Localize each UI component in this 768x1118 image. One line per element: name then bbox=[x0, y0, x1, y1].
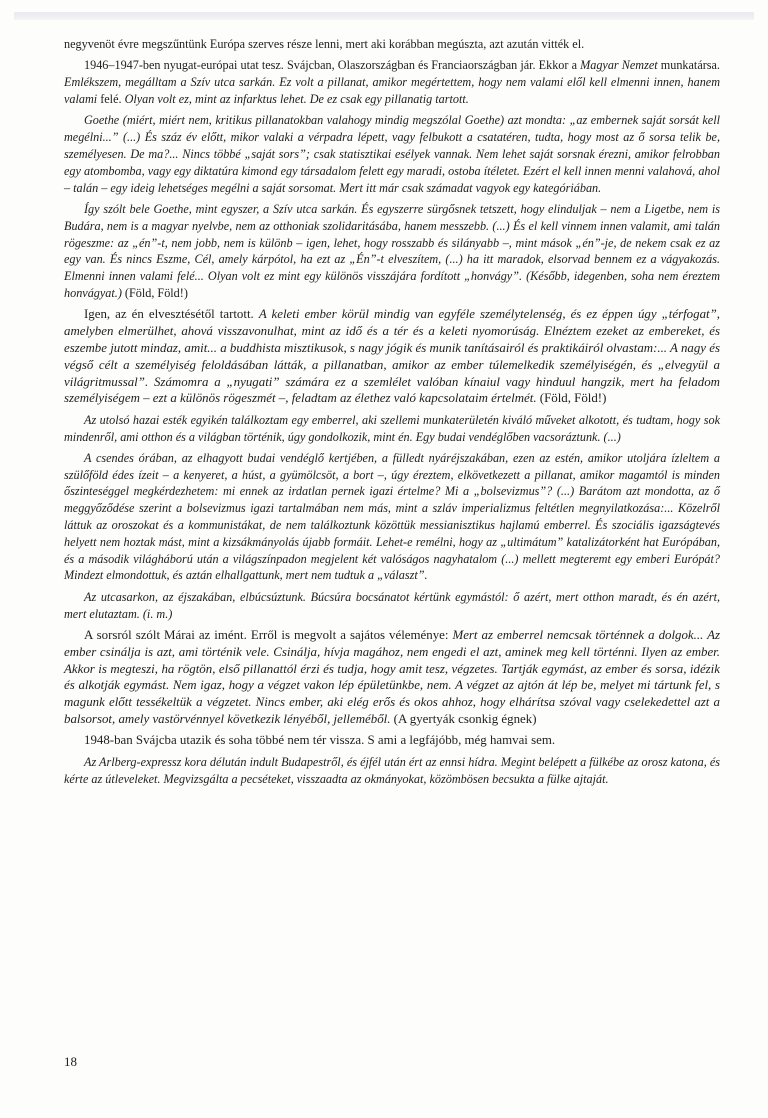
text-run: A sorsról szólt Márai az imént. Erről is megvolt a sajátos véleménye: bbox=[84, 628, 453, 643]
italic-text-run: Goethe (miért, miért nem, kritikus pillanatokban valahogy mindig megszólal Goethe) azt mondta: „az embernek saját sorsát kell megélni...” (...) És száz év előtt, mikor valaki a vérpadra lépett, vagy felbukott a csatatéren, tudta, hogy most az ő sorsa telik be, személyesen. De ma?... Nincs többé „saját sors”; csak statisztikai esélyek vannak. Nem lehet saját sorsnak érezni, amikor felrobban egy atombomba, vagy egy diktatúra kimond egy társadalom felett egy maradi, ostoba ítéletet. Ezért el kell innen menni valahová, ahol – talán – egy ideig lehetséges megélni a saját sorsomat. Mert itt már csak számadat vagyok egy kategóriában. bbox=[64, 113, 720, 195]
document-page bbox=[64, 36, 720, 792]
paragraph bbox=[64, 589, 720, 623]
text-run: negyvenöt évre megszűntünk Európa szerves része lenni, mert aki korábban megúszta, azt azután vitték el. bbox=[64, 37, 585, 51]
paragraph bbox=[64, 754, 720, 788]
paragraph bbox=[64, 57, 720, 107]
italic-text-run: Így szólt bele Goethe, mint egyszer, a Szív utca sarkán. És egyszerre sürgősnek tetszett, hogy elinduljak – nem a Ligetbe, nem is Budára, nem is a magyar nyelvbe, nem az otthoniak szolidaritásába, hanem messzebb. (...) És el kell vinnem innen valamit, ami talán rögeszme: az „én”-t, nem jobb, nem is különb – igen, lehet, hogy rosszabb és silányabb –, mint mások „én”-je, de nekem csak ez az egy van. És nincs Eszme, Cél, amely kárpótol, ha ezt az „Én”-t elveszítem, (...) ha itt maradok, elsorvad bennem ez a vágyakozás. Elmenni innen valami felé... Olyan volt ez mint egy különös visszájára fordított „honvágy”. (Később, idegenben, soha nem éreztem honvágyat.) bbox=[64, 201, 720, 300]
italic-text-run: Magyar Nemzet bbox=[580, 58, 658, 73]
text-run: 1948-ban Svájcba utazik és soha többé nem tér vissza. S ami a legfájóbb, még hamvai sem. bbox=[84, 733, 556, 748]
italic-text-run: Olyan volt ez, mint az infarktus lehet. De ez csak egy pillanatig tartott. bbox=[124, 91, 469, 106]
scan-top-border bbox=[14, 12, 754, 20]
text-run: felé. bbox=[97, 91, 125, 106]
text-run: (Föld, Föld!) bbox=[536, 391, 607, 406]
text-run: (A gyertyák csonkig égnek) bbox=[390, 712, 537, 727]
text-run: munkatársa. bbox=[657, 58, 720, 73]
page-number: 18 bbox=[64, 1054, 77, 1069]
italic-text-run: Az Arlberg-expressz kora délután indult Budapestről, és éjfél után ért az ennsi hídra. Megint belépett a fülkébe az orosz katona, és kérte az útleveleket. Megvizsgálta a pecséteket, visszaadta az okmányokat, közömbösen becsukta a fülke ajtaját. bbox=[64, 754, 720, 786]
paragraph bbox=[64, 306, 720, 407]
paragraph bbox=[64, 627, 720, 728]
paragraph bbox=[64, 36, 720, 53]
paragraph bbox=[64, 412, 720, 446]
paragraph bbox=[64, 112, 720, 196]
italic-text-run: A csendes órában, az elhagyott budai vendéglő kertjében, a fülledt nyáréjszakában, ezen az estén, amikor utoljára ízleltem a szülőföld édes ízeit – a kenyeret, a húst, a gyümölcsöt, a bort –, úgy éreztem, elkövetkezett a pillanat, amikor magamtól is minden őszinteséggel megkérdezhetem: mi ennek az irdatlan pernek igazi értelme? Mi a „bolsevizmus”? (...) Barátom azt mondotta, az ő meggyőződése szerint a bolsevizmus igazi tartalmában nem más, mint a szláv imperializmus feltétlen megnyilatkozása:... Közelről láttuk az oroszokat és a kommunistákat, de nem találkoztunk közöttük messianisztikus hajlamú emberrel. És szociális igazságtevés helyett nem hoztak mást, mint a kizsákmányolás újabb formáit. Lehet-e remélni, hogy az „ultimátum” katalizátorként hat Európában, és a második világháború után a világszínpadon megjelent két valóságos nagyhatalom (...) mellett megteremt egy emberi Európát? Mindezt elmondottuk, és aztán elhallgattunk, mert nem tudtuk a „választ”. bbox=[64, 450, 720, 583]
text-run: (Föld, Föld!) bbox=[121, 285, 188, 300]
paragraph bbox=[64, 732, 720, 749]
italic-text-run: A keleti ember körül mindig van egyféle személytelenség, és ez éppen úgy „térfogat”, amelyben elmerülhet, ahová visszavonulhat, mint az idő és a tér és a keleti nyomorúság. Elnéztem ezeket az embereket, és eszembe jutott mindaz, amit... a buddhista misztikusok, s nagy jógik és munik tanításairól és praktikáiról olvastam:... A nagy és végső célt a személyiség feloldásában látták, a pillanatban, amikor az ember túlemelkedik személyiségén, és „elvegyül a világritmussal”. Számomra a „nyugati” számára ez a szemlélet valóban kínaiul vagy hinduul hangzik, mert ha feladom személyiségem – ezt a különös rögeszmét –, feladtam az élethez való kapcsolataim értelmét. bbox=[64, 307, 720, 406]
text-run: 1946–1947-ben nyugat-európai utat tesz. Svájcban, Olaszországban és Franciaországban jár. Ekkor a bbox=[84, 58, 581, 73]
text-run: Igen, az én elvesztésétől tartott. bbox=[84, 307, 259, 322]
italic-text-run: Az utcasarkon, az éjszakában, elbúcsúztunk. Búcsúra bocsánatot kértünk egymástól: ő azért, mert otthon maradt, és én azért, mert elutaztam. (i. m.) bbox=[64, 589, 720, 621]
paragraph bbox=[64, 201, 720, 302]
italic-text-run: Emlékszem, megálltam a Szív utca sarkán. Ez volt a pillanat, amikor megértettem, hogy nem valami elől kell elmenni innen, hanem valami bbox=[64, 75, 720, 106]
paragraph bbox=[64, 450, 720, 584]
italic-text-run: Az utolsó hazai esték egyikén találkoztam egy emberrel, aki szellemi munkaterületén kiváló műveket alkotott, és tudtam, hogy sok mindenről, ami otthon és a világban történik, úgy gondolkozik, mint én. Egy budai vendéglőben vacsoráztunk. (...) bbox=[64, 412, 720, 444]
italic-text-run: Mert az emberrel nemcsak történnek a dolgok... Az ember csinálja is azt, ami történik vele. Csinálja, hívja magához, nem engedi el azt, aminek meg kell történni. Ilyen az ember. Akkor is megteszi, ha rögtön, első pillanattól érzi és tudja, hogy amit tesz, végzetes. Tartják egymást, az ember és sorsa, idézik és alkotják egymást. Nem igaz, hogy a végzet vakon lép épületünkbe, nem. A végzet az ajtón át lép be, melyet mi tártunk fel, s magunk előtt tessékeltük a végzetet. Nincs ember, aki elég erős és okos ahhoz, hogy elhárítsa szóval vagy cselekedettel azt a balsorsot, amely vastörvénnyel következik lényéből, jelleméből. bbox=[64, 628, 720, 727]
